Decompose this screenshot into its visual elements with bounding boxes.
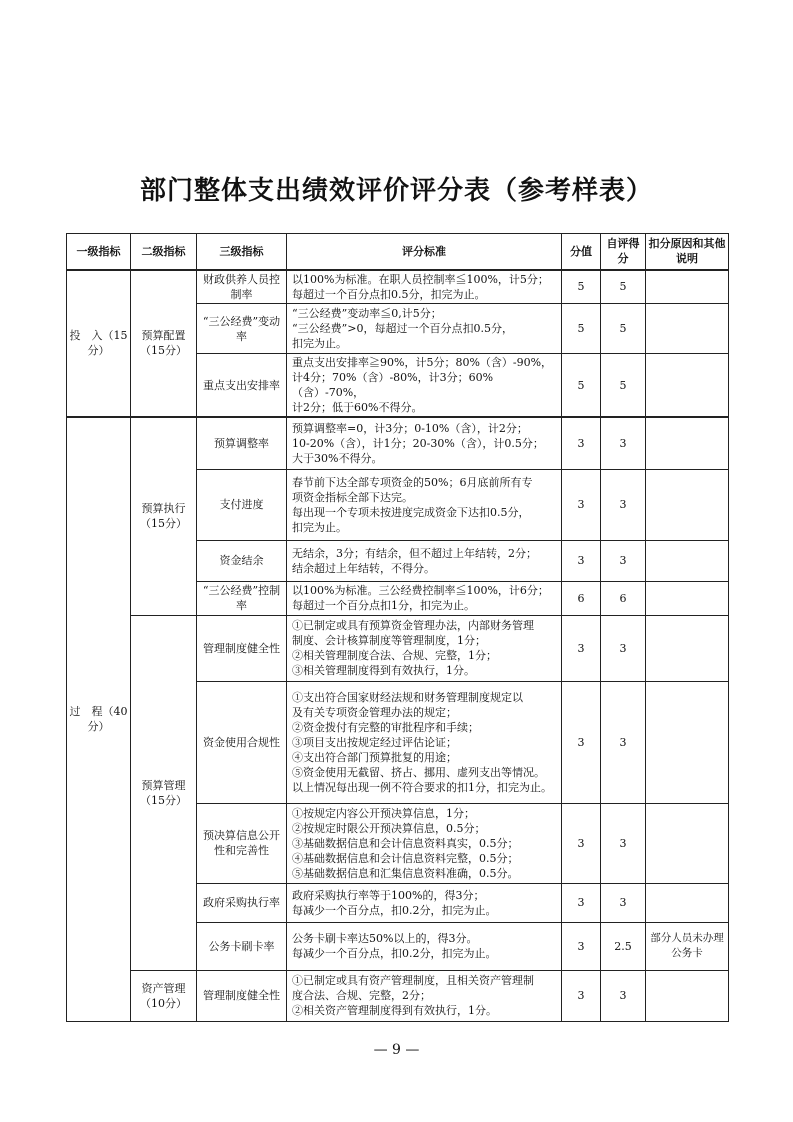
l3-cell: 政府采购执行率 [197,883,287,922]
self-score-cell: 3 [601,883,646,922]
score-cell: 3 [562,803,601,883]
criteria-cell: 以100%为标准。在职人员控制率≦100%，计5分； 每超过一个百分点扣0.5分，扣完为止。 [287,270,562,304]
self-score-cell: 3 [601,469,646,540]
criteria-cell: “三公经费”变动率≦0,计5分； “三公经费”>0，每超过一个百分点扣0.5分， 扣完为止。 [287,304,562,354]
self-score-cell: 3 [601,417,646,469]
table-row [67,270,729,304]
l2-cell: 预算执行（15分） [131,417,197,615]
l3-cell: 公务卡刷卡率 [197,922,287,970]
score-cell: 5 [562,270,601,304]
l3-cell: 预决算信息公开性和完善性 [197,803,287,883]
criteria-cell: 重点支出安排率≧90%，计5分；80%（含）-90%， 计4分；70%（含）-80%，计3分；60%（含）-70%， 计2分；低于60%不得分。 [287,354,562,418]
criteria-cell: ①已制定或具有资产管理制度，且相关资产管理制 度合法、合规、完整，2分； ②相关资产管理制度得到有效执行，1分。 [287,970,562,1021]
note-cell [646,803,729,883]
score-cell: 3 [562,417,601,469]
self-score-cell: 3 [601,681,646,803]
note-cell [646,304,729,354]
score-cell: 3 [562,681,601,803]
self-score-cell: 3 [601,803,646,883]
note-cell [646,540,729,581]
score-cell: 3 [562,970,601,1021]
self-score-cell: 5 [601,270,646,304]
table-row [67,417,729,469]
l2-cell: 资产管理（10分） [131,970,197,1021]
criteria-cell: 公务卡刷卡率达50%以上的，得3分。 每减少一个百分点，扣0.2分，扣完为止。 [287,922,562,970]
self-score-cell: 5 [601,354,646,418]
l2-cell: 预算配置（15分） [131,270,197,418]
header-score: 分值 [562,234,601,270]
note-cell [646,615,729,681]
table-row [67,615,729,681]
note-cell [646,270,729,304]
score-cell: 5 [562,354,601,418]
score-cell: 3 [562,540,601,581]
score-cell: 3 [562,615,601,681]
note-cell [646,417,729,469]
header-note: 扣分原因和其他说明 [646,234,729,270]
criteria-cell: ①支出符合国家财经法规和财务管理制度规定以 及有关专项资金管理办法的规定； ②资金拨付有完整的审批程序和手续； ③项目支出按规定经过评估论证； ④支出符合部门预算批复的用途； ⑤资金使用无截留、挤占、挪用、虚列支出等情况。 以上情况每出现一例不符合要求的扣1分，扣完为止。 [287,681,562,803]
l3-cell: 管理制度健全性 [197,970,287,1021]
self-score-cell: 3 [601,970,646,1021]
score-cell: 3 [562,883,601,922]
score-cell: 3 [562,922,601,970]
self-score-cell: 3 [601,540,646,581]
l3-cell: 资金使用合规性 [197,681,287,803]
page-number: — 9 — [373,1042,420,1058]
self-score-cell: 3 [601,615,646,681]
criteria-cell: ①已制定或具有预算资金管理办法，内部财务管理 制度、会计核算制度等管理制度，1分； ②相关管理制度合法、合规、完整，1分； ③相关管理制度得到有效执行，1分。 [287,615,562,681]
note-cell [646,883,729,922]
l3-cell: 支付进度 [197,469,287,540]
l3-cell: 资金结余 [197,540,287,581]
l3-cell: “三公经费”变动率 [197,304,287,354]
header-self: 自评得分 [601,234,646,270]
l3-cell: 管理制度健全性 [197,615,287,681]
self-score-cell: 6 [601,581,646,615]
note-cell [646,970,729,1021]
score-cell: 5 [562,304,601,354]
page-title: 部门整体支出绩效评价评分表（参考样表） [139,176,653,206]
l2-cell: 预算管理（15分） [131,615,197,970]
header-row [67,234,729,270]
score-cell: 3 [562,469,601,540]
criteria-cell: 以100%为标准。三公经费控制率≦100%，计6分； 每超过一个百分点扣1分，扣完为止。 [287,581,562,615]
note-cell [646,581,729,615]
header-l3: 三级指标 [197,234,287,270]
note-cell [646,469,729,540]
score-table [66,233,729,1022]
criteria-cell: 无结余，3分；有结余，但不超过上年结转，2分； 结余超过上年结转，不得分。 [287,540,562,581]
note-cell [646,681,729,803]
note-cell [646,354,729,418]
header-criteria: 评分标准 [287,234,562,270]
table-row [67,970,729,1021]
l1-cell: 过 程（40分） [67,417,131,1021]
header-l2: 二级指标 [131,234,197,270]
criteria-cell: 春节前下达全部专项资金的50%；6月底前所有专 项资金指标全部下达完。 每出现一个专项未按进度完成资金下达扣0.5分， 扣完为止。 [287,469,562,540]
score-cell: 6 [562,581,601,615]
l3-cell: 重点支出安排率 [197,354,287,418]
self-score-cell: 2.5 [601,922,646,970]
self-score-cell: 5 [601,304,646,354]
header-l1: 一级指标 [67,234,131,270]
l3-cell: “三公经费”控制率 [197,581,287,615]
l3-cell: 预算调整率 [197,417,287,469]
note-cell: 部分人员未办理公务卡 [646,922,729,970]
l1-cell: 投 入（15分） [67,270,131,418]
criteria-cell: 政府采购执行率等于100%的，得3分； 每减少一个百分点，扣0.2分，扣完为止。 [287,883,562,922]
criteria-cell: 预算调整率=0，计3分；0-10%（含），计2分； 10-20%（含），计1分；20-30%（含），计0.5分； 大于30%不得分。 [287,417,562,469]
criteria-cell: ①按规定内容公开预决算信息，1分； ②按规定时限公开预决算信息，0.5分； ③基础数据信息和会计信息资料真实，0.5分； ④基础数据信息和会计信息资料完整，0.5分； ⑤基础数据信息和汇集信息资料准确，0.5分。 [287,803,562,883]
l3-cell: 财政供养人员控制率 [197,270,287,304]
